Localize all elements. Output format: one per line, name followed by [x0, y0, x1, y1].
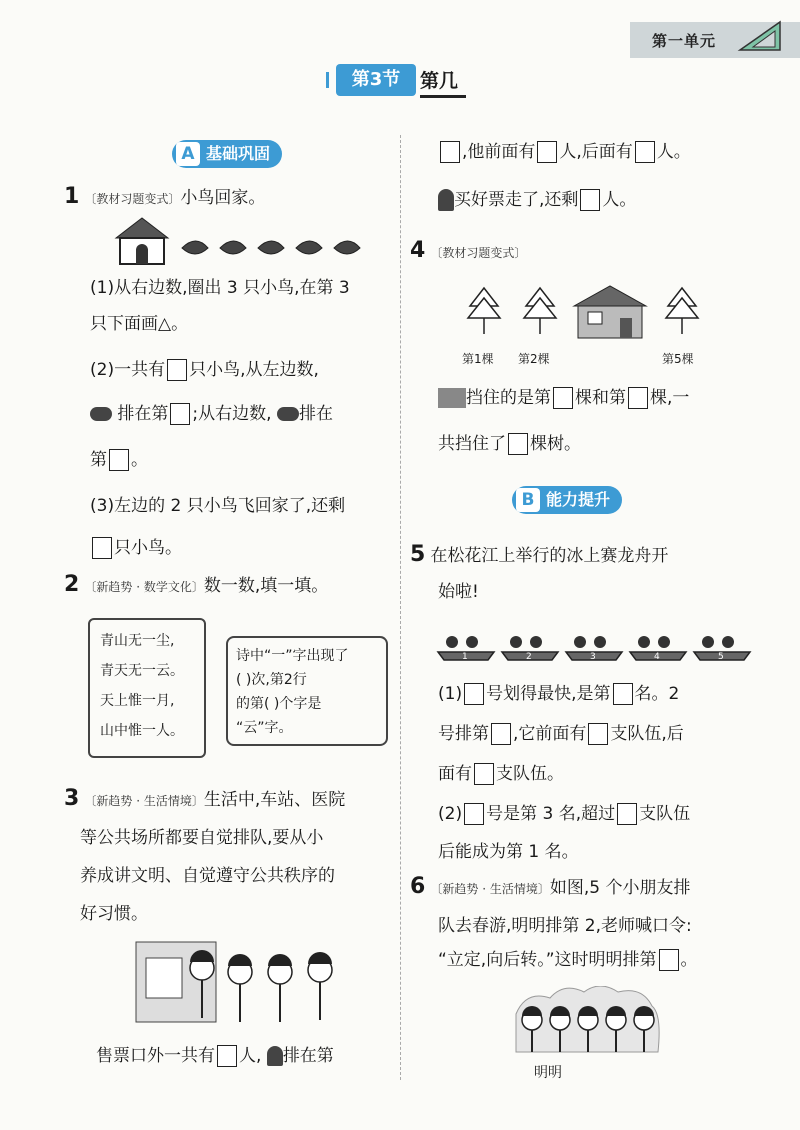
- queue-illustration: [130, 938, 360, 1030]
- answer-box[interactable]: [659, 949, 679, 971]
- answer-box[interactable]: [464, 683, 484, 705]
- q4-line2: 共挡住了 棵树。: [438, 434, 581, 454]
- section-title: 第几: [420, 66, 466, 98]
- answer-box[interactable]: [464, 803, 484, 825]
- answer-box[interactable]: [588, 723, 608, 745]
- answer-box[interactable]: [613, 683, 633, 705]
- question-4: 4 〔教材习题变式〕: [410, 238, 527, 263]
- tree-1-label: 第1棵: [462, 352, 494, 366]
- boat-number: 3: [590, 652, 596, 662]
- q5-line2: 号排第 ,它前面有 支队伍,后: [438, 724, 684, 744]
- dragon-boats: [436, 622, 756, 664]
- kids-line-illustration: [510, 986, 670, 1056]
- q3-right-line1: ,他前面有 人,后面有 人。: [438, 140, 691, 164]
- q1-line5: 第 。: [90, 450, 148, 470]
- boat-number: 4: [654, 652, 660, 662]
- answer-box[interactable]: [167, 359, 187, 381]
- house-icon: [438, 388, 466, 408]
- answer-box[interactable]: [580, 189, 600, 211]
- q1-line3: (2)一共有 只小鸟,从左边数,: [90, 360, 319, 380]
- q3-bottom-line: 售票口外一共有 人, 排在第: [96, 1046, 334, 1066]
- question-2: 2 〔新趋势 · 数学文化〕数一数,填一填。: [64, 572, 329, 597]
- answer-box[interactable]: [635, 141, 655, 163]
- q5-line5: 后能成为第 1 名。: [438, 842, 579, 862]
- badge-advanced: B 能力提升: [512, 486, 622, 514]
- boat-number: 1: [462, 652, 468, 662]
- birds-row: [178, 232, 368, 266]
- answer-box[interactable]: [92, 537, 112, 559]
- q6-line1: 队去春游,明明排第 2,老师喊口令:: [438, 916, 692, 936]
- answer-box[interactable]: [628, 387, 648, 409]
- section-number: 第3节: [336, 64, 416, 96]
- answer-box[interactable]: [440, 141, 460, 163]
- answer-box[interactable]: [217, 1045, 237, 1067]
- answer-box[interactable]: [109, 449, 129, 471]
- column-divider: [400, 135, 401, 1080]
- q3-line: 养成讲文明、自觉遵守公共秩序的: [80, 866, 335, 886]
- answer-box[interactable]: [491, 723, 511, 745]
- q5-line1: (1) 号划得最快,是第 名。2: [438, 684, 680, 704]
- q1-line6: (3)左边的 2 只小鸟飞回家了,还剩: [90, 496, 346, 516]
- q1-line1: (1)从右边数,圈出 3 只小鸟,在第 3: [90, 278, 350, 298]
- mingming-caption: 明明: [534, 1065, 562, 1081]
- question-5: 5 在松花江上举行的冰上赛龙舟开: [410, 542, 669, 567]
- q1-line2: 只下面画△。: [90, 314, 189, 334]
- question-3: 3 〔新趋势 · 生活情境〕生活中,车站、医院: [64, 786, 346, 811]
- boat-number: 5: [718, 652, 724, 662]
- trees-house-illustration: [460, 284, 710, 348]
- answer-box[interactable]: [170, 403, 190, 425]
- q5-line4: (2) 号是第 3 名,超过 支队伍: [438, 804, 691, 824]
- house-icon: [112, 214, 172, 266]
- q1-line7: 只小鸟。: [90, 536, 182, 560]
- poem-box: 青山无一尘, 青天无一云。 天上惟一月, 山中惟一人。: [88, 618, 206, 758]
- boat-number: 2: [526, 652, 532, 662]
- ruler-triangle-icon: [735, 18, 785, 54]
- q3-line: 好习惯。: [80, 904, 148, 924]
- q4-line1: 挡住的是第 棵和第 棵,一: [438, 386, 689, 410]
- answer-box[interactable]: [474, 763, 494, 785]
- q5-line3: 面有 支队伍。: [438, 764, 564, 784]
- tree-2-label: 第2棵: [518, 352, 550, 366]
- q1-line4: 排在第 ;从右边数, 排在: [90, 402, 333, 426]
- question-1: 1 〔教材习题变式〕小鸟回家。: [64, 184, 266, 209]
- question-6: 6 〔新趋势 · 生活情境〕如图,5 个小朋友排: [410, 874, 691, 899]
- answer-box[interactable]: [537, 141, 557, 163]
- unit-label: 第一单元: [652, 32, 717, 50]
- child-icon: [438, 189, 454, 211]
- tree-5-label: 第5棵: [662, 352, 694, 366]
- answer-box[interactable]: [617, 803, 637, 825]
- q6-line2: “立定,向后转。”这时明明排第 。: [438, 950, 698, 970]
- hint-box: 诗中“一”字出现了 ( )次,第2行 的第( )个字是 “云”字。: [226, 636, 388, 746]
- q3-line: 等公共场所都要自觉排队,要从小: [80, 828, 324, 848]
- child-icon: [267, 1046, 283, 1066]
- q5-title-line2: 始啦!: [438, 582, 479, 602]
- answer-box[interactable]: [508, 433, 528, 455]
- bird-icon: [90, 407, 112, 421]
- badge-basic: A 基础巩固: [172, 140, 282, 168]
- q3-right-line2: 买好票走了,还剩 人。: [438, 188, 636, 212]
- answer-box[interactable]: [553, 387, 573, 409]
- bird-icon: [277, 407, 299, 421]
